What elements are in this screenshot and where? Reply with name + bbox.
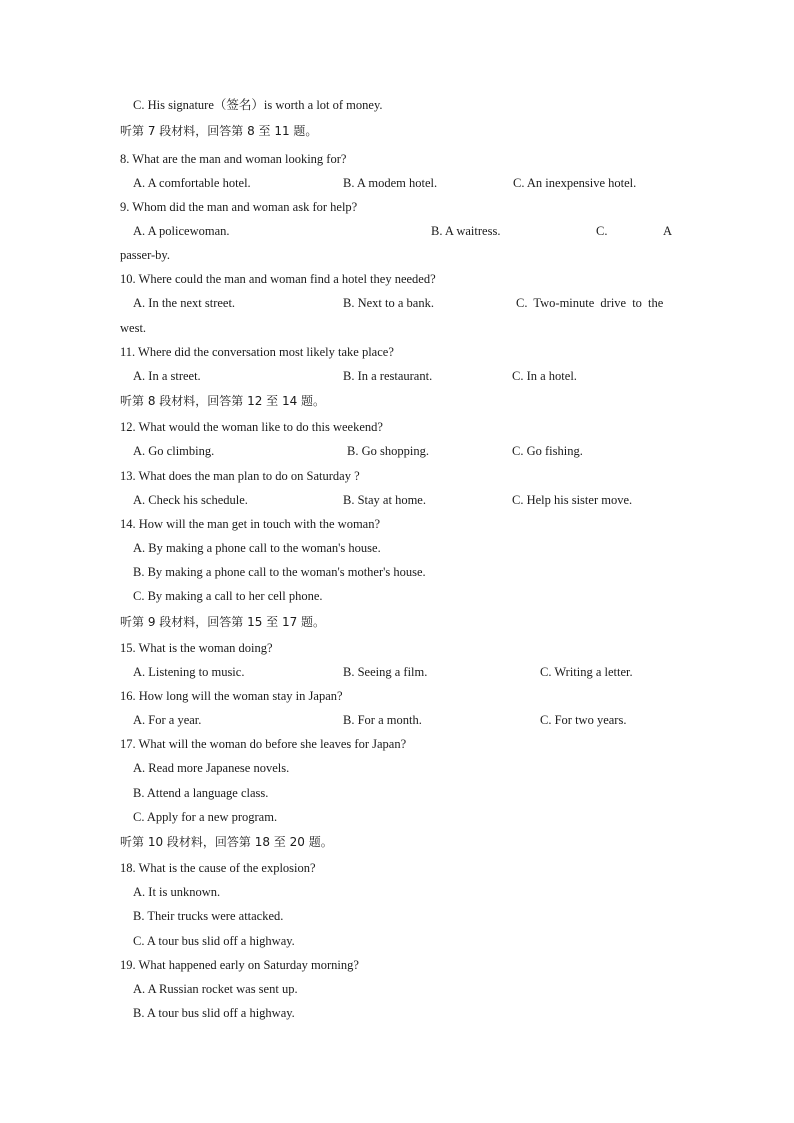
q9-option-b: B. A waitress. [431, 224, 501, 238]
q11-option-a: A. In a street. [133, 369, 201, 383]
q8-option-b: B. A modem hotel. [343, 176, 438, 190]
question-8: 8. What are the man and woman looking for? [120, 152, 347, 166]
q8-option-c: C. An inexpensive hotel. [513, 176, 637, 190]
q12-option-b: B. Go shopping. [347, 444, 429, 458]
section-8-heading: 听第 8 段材料，回答第 12 至 14 题。 [120, 394, 326, 408]
q10-option-c-continued: west. [120, 321, 147, 335]
question-12-options [133, 442, 680, 460]
q18-option-b: B. Their trucks were attacked. [133, 909, 284, 923]
q9-option-c-article: A [663, 224, 673, 238]
q17-option-b: B. Attend a language class. [133, 786, 269, 800]
question-17: 17. What will the woman do before she leaves for Japan? [120, 737, 407, 751]
q8-option-a: A. A comfortable hotel. [133, 176, 251, 190]
question-9: 9. Whom did the man and woman ask for help? [120, 200, 358, 214]
q12-option-a: A. Go climbing. [133, 444, 215, 458]
section-10-heading: 听第 10 段材料，回答第 18 至 20 题。 [120, 835, 333, 849]
q16-option-b: B. For a month. [343, 713, 422, 727]
question-12: 12. What would the woman like to do this weekend? [120, 420, 383, 434]
q14-option-c: C. By making a call to her cell phone. [133, 589, 323, 603]
q11-option-b: B. In a restaurant. [343, 369, 433, 383]
q13-option-a: A. Check his schedule. [133, 493, 248, 507]
q19-option-b: B. A tour bus slid off a highway. [133, 1006, 295, 1020]
question-9-options [133, 222, 680, 240]
q10-option-b: B. Next to a bank. [343, 296, 434, 310]
q13-option-b: B. Stay at home. [343, 493, 426, 507]
q9-option-c: C. [596, 224, 608, 238]
question-13-options [133, 491, 680, 509]
q12-option-c: C. Go fishing. [512, 444, 583, 458]
section-7-heading: 听第 7 段材料，回答第 8 至 11 题。 [120, 124, 318, 138]
question-16: 16. How long will the woman stay in Japan? [120, 689, 343, 703]
question-19: 19. What happened early on Saturday morning? [120, 958, 359, 972]
q10-option-a: A. In the next street. [133, 296, 236, 310]
question-10-options [133, 294, 680, 312]
question-15-options [133, 663, 680, 681]
question-13: 13. What does the man plan to do on Saturday ? [120, 469, 360, 483]
q14-option-b: B. By making a phone call to the woman's mother's house. [133, 565, 426, 579]
q19-option-a: A. A Russian rocket was sent up. [133, 982, 298, 996]
question-11-options [133, 367, 680, 385]
question-15: 15. What is the woman doing? [120, 641, 273, 655]
q9-option-c-continued: passer-by. [120, 248, 170, 262]
q17-option-c: C. Apply for a new program. [133, 810, 278, 824]
q18-option-c: C. A tour bus slid off a highway. [133, 934, 295, 948]
section-9-heading: 听第 9 段材料，回答第 15 至 17 题。 [120, 615, 326, 629]
q9-option-a: A. A policewoman. [133, 224, 230, 238]
q17-option-a: A. Read more Japanese novels. [133, 761, 290, 775]
q15-option-b: B. Seeing a film. [343, 665, 428, 679]
q11-option-c: C. In a hotel. [512, 369, 577, 383]
question-16-options [133, 711, 680, 729]
q14-option-a: A. By making a phone call to the woman's house. [133, 541, 381, 555]
question-10: 10. Where could the man and woman find a hotel they needed? [120, 272, 436, 286]
question-18: 18. What is the cause of the explosion? [120, 861, 316, 875]
q18-option-a: A. It is unknown. [133, 885, 221, 899]
q15-option-c: C. Writing a letter. [540, 665, 633, 679]
q16-option-c: C. For two years. [540, 713, 627, 727]
q7-option-c: C. His signature（签名）is worth a lot of money. [133, 98, 383, 112]
q13-option-c: C. Help his sister move. [512, 493, 633, 507]
question-8-options [133, 174, 680, 192]
q16-option-a: A. For a year. [133, 713, 202, 727]
question-11: 11. Where did the conversation most likely take place? [120, 345, 394, 359]
q10-option-c: C. Two-minute drive to the [516, 296, 664, 310]
question-14: 14. How will the man get in touch with the woman? [120, 517, 381, 531]
q15-option-a: A. Listening to music. [133, 665, 245, 679]
